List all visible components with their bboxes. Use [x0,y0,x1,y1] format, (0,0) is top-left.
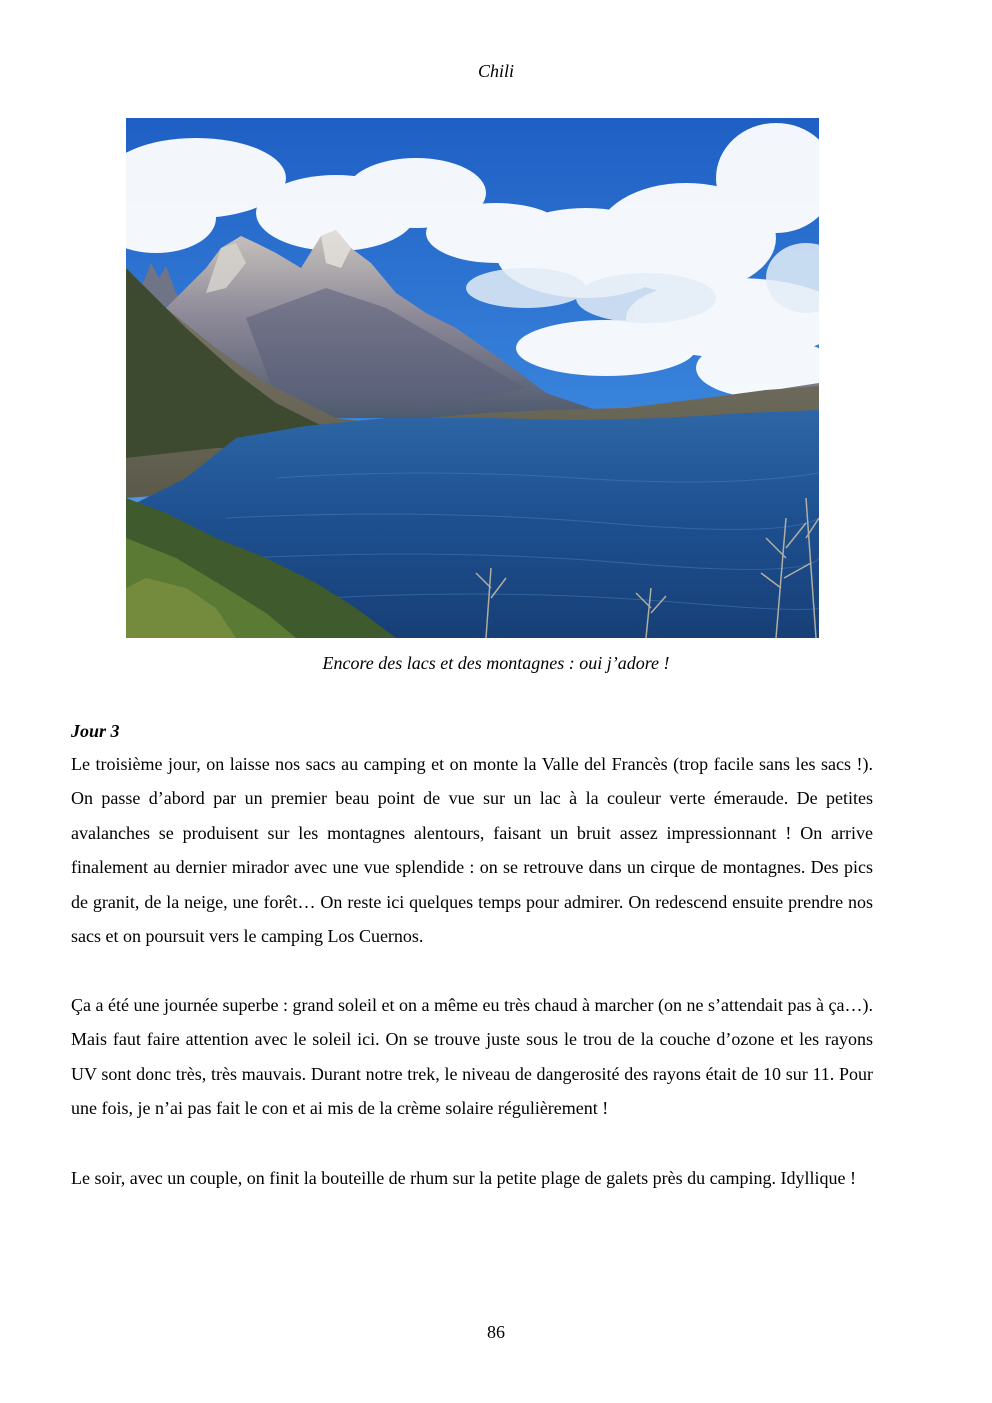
section-heading: Jour 3 [71,721,120,741]
paragraph-1: Le troisième jour, on laisse nos sacs au camping et on monte la Valle del Francès (trop facile sans les sacs !). On passe d’abord par un premier beau point de vue sur un lac à la couleur verte émeraude. De petites avalanches se produisent sur les montagnes alentours, faisant un bruit assez impressionnant ! On arrive finalement au dernier mirador avec une vue splendide : on se retrouve dans un cirque de montagnes. Des pics de granit, de la neige, une forêt… On reste ici quelques temps pour admirer. On redescend ensuite prendre nos sacs et on poursuit vers le camping Los Cuernos. [71,754,873,947]
lake-mountain-photo [126,118,819,638]
photo-caption: Encore des lacs et des montagnes : oui j’adore ! [322,653,670,673]
running-header: Chili [477,61,514,81]
page-number: 86 [487,1322,505,1342]
paragraph-3: Le soir, avec un couple, on finit la bouteille de rhum sur la petite plage de galets près du camping. Idyllique ! [71,1168,857,1188]
paragraph-2: Ça a été une journée superbe : grand soleil et on a même eu très chaud à marcher (on ne s’attendait pas à ça…). Mais faut faire attention avec le soleil ici. On se trouve juste sous le trou de la couche d’ozone et les rayons UV sont donc très, très mauvais. Durant notre trek, le niveau de dangerosité des rayons était de 10 sur 11. Pour une fois, je n’ai pas fait le con et ai mis de la crème solaire régulièrement ! [71,995,873,1119]
